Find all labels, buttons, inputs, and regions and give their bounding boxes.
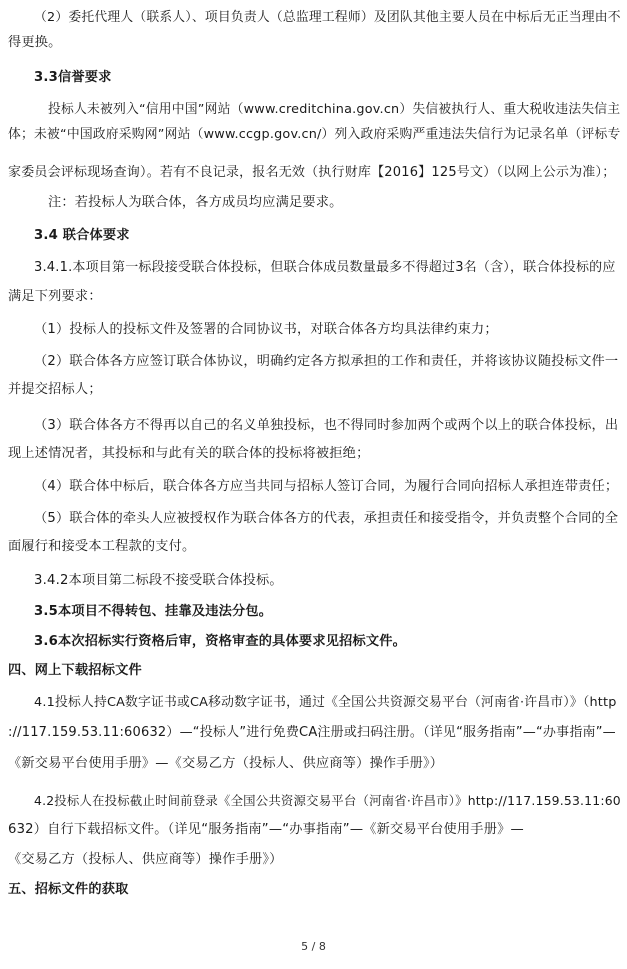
text-line: 满足下列要求： — [8, 289, 102, 304]
text-line: （1）投标人的投标文件及签署的合同协议书，对联合体各方均具法律约束力； — [34, 322, 498, 337]
page-number: 5 / 8 — [301, 940, 326, 953]
text-line: 4.2投标人在投标截止时间前登录《全国公共资源交易平台（河南省·许昌市）》http://117.159.53.11:60 — [34, 793, 621, 808]
text-line: 投标人未被列入“信用中国”网站（www.creditchina.gov.cn）失信被执行人、重大税收违法失信主 — [48, 102, 621, 117]
text-line: 3.4.2本项目第二标段不接受联合体投标。 — [34, 573, 283, 588]
text-line: （2）委托代理人（联系人）、项目负责人（总监理工程师）及团队其他主要人员在中标后无正当理由不 — [34, 10, 621, 25]
chapter-heading: 四、网上下载招标文件 — [8, 663, 142, 678]
text-line: 面履行和接受本工程款的支付。 — [8, 539, 196, 554]
text-line: 并提交招标人； — [8, 382, 102, 397]
section-heading: 3.5本项目不得转包、挂靠及违法分包。 — [34, 604, 273, 619]
text-line: 注：若投标人为联合体，各方成员均应满足要求。 — [48, 195, 343, 210]
section-heading: 3.3信誉要求 — [34, 70, 112, 85]
text-line: ://117.159.53.11:60632）—“投标人”进行免费CA注册或扫码注册。（详见“服务指南”—“办事指南”— — [8, 725, 616, 740]
text-line: 3.4.1.本项目第一标段接受联合体投标，但联合体成员数量最多不得超过3名（含），联合体投标的应 — [34, 260, 616, 275]
text-line: 现上述情况者，其投标和与此有关的联合体的投标将被拒绝； — [8, 446, 370, 461]
section-heading: 3.4 联合体要求 — [34, 228, 130, 243]
text-line: 家委员会评标现场查询）。若有不良记录，报名无效（执行财库【2016】125号文）（以网上公示为准）； — [8, 165, 616, 180]
text-line: 《交易乙方（投标人、供应商等）操作手册》） — [8, 852, 283, 867]
section-heading: 3.6本次招标实行资格后审，资格审查的具体要求见招标文件。 — [34, 634, 407, 649]
text-line: 4.1投标人持CA数字证书或CA移动数字证书，通过《全国公共资源交易平台（河南省·许昌市）》（http — [34, 695, 617, 710]
chapter-heading: 五、招标文件的获取 — [8, 882, 129, 897]
text-line: 《新交易平台使用手册》—《交易乙方（投标人、供应商等）操作手册》） — [8, 756, 444, 771]
text-line: （5）联合体的牵头人应被授权作为联合体各方的代表，承担责任和接受指令，并负责整个合同的全 — [34, 511, 619, 526]
text-line: 得更换。 — [8, 35, 62, 50]
text-line: （3）联合体各方不得再以自己的名义单独投标，也不得同时参加两个或两个以上的联合体投标，出 — [34, 418, 619, 433]
text-line: 632）自行下载招标文件。（详见“服务指南”—“办事指南”—《新交易平台使用手册》— — [8, 822, 524, 837]
text-line: （4）联合体中标后，联合体各方应当共同与招标人签订合同，为履行合同向招标人承担连带责任； — [34, 479, 619, 494]
text-line: （2）联合体各方应签订联合体协议，明确约定各方拟承担的工作和责任，并将该协议随投标文件一 — [34, 354, 619, 369]
text-line: 体；未被“中国政府采购网”网站（www.ccgp.gov.cn/）列入政府采购严重违法失信行为记录名单（评标专 — [8, 127, 621, 142]
